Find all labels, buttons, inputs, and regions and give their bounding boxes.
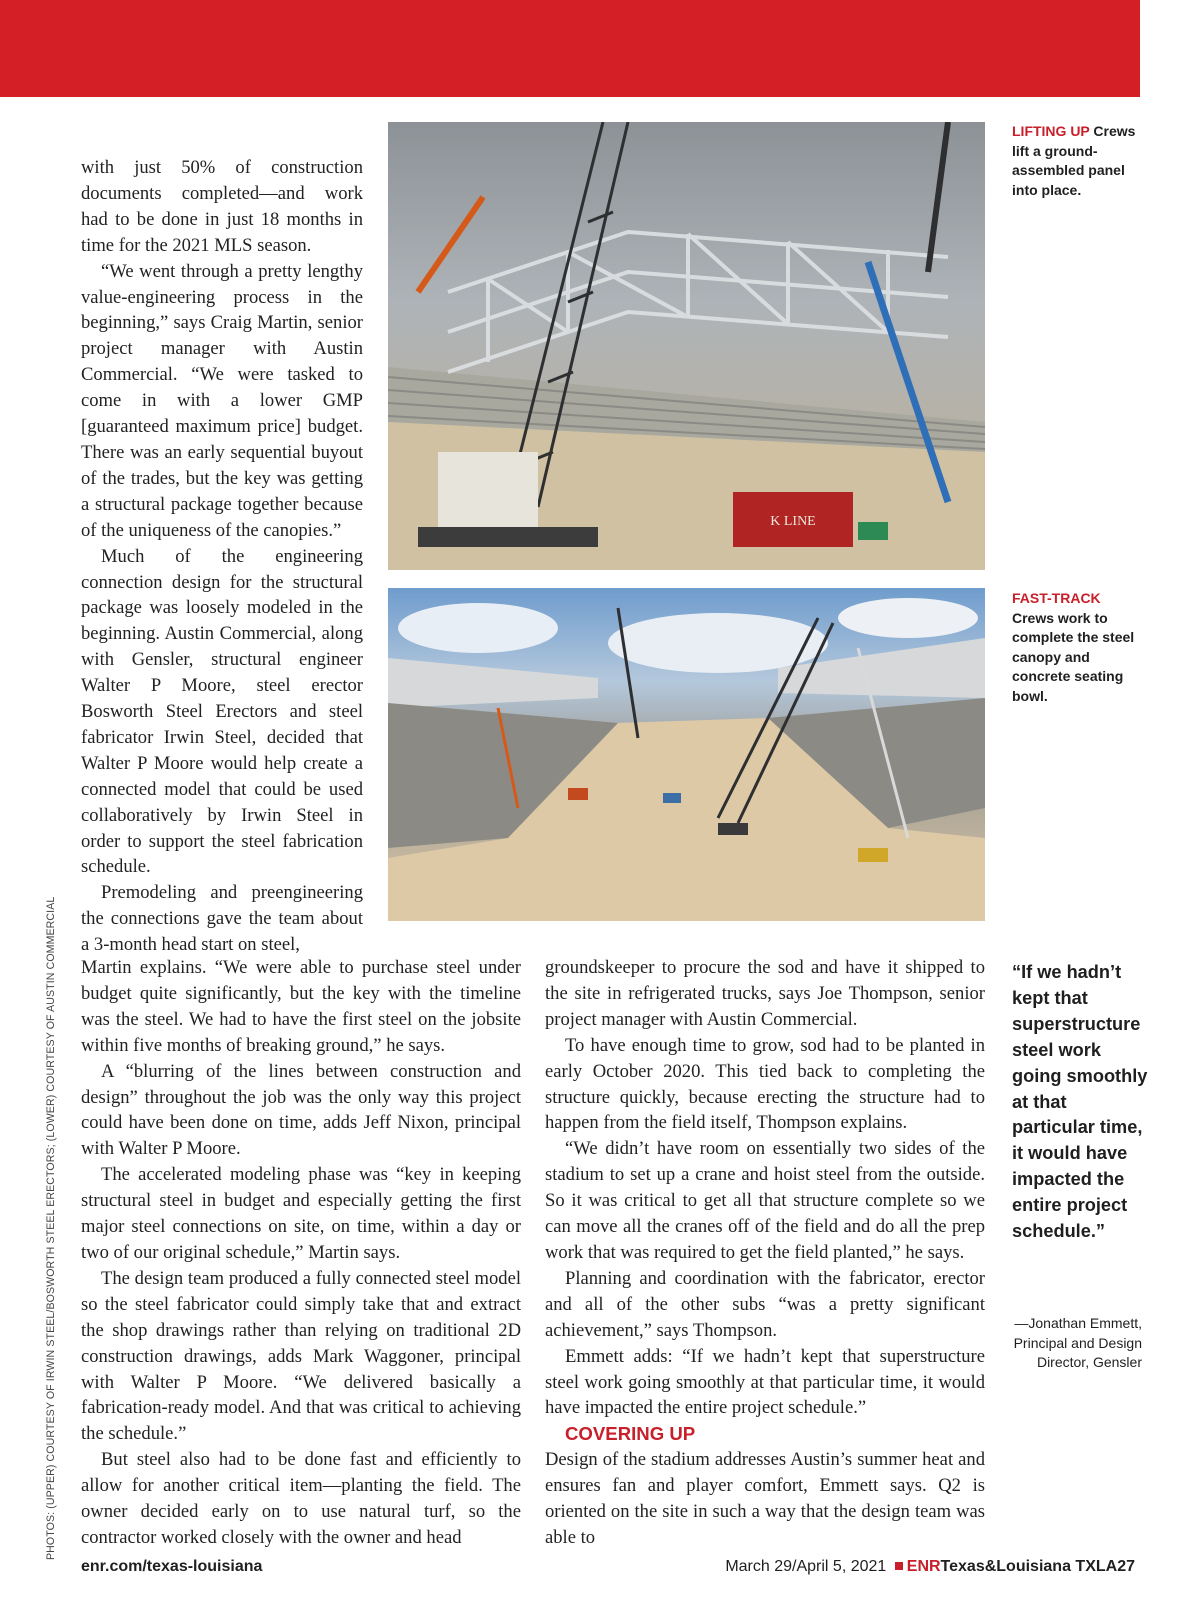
top-red-bar — [0, 0, 1140, 97]
pull-quote-attribution — [1012, 1314, 1142, 1373]
paragraph: The accelerated modeling phase was “key in keeping structural steel in budget and especially getting the first major steel connections on site, on time, within a day or two of our original schedule,” Martin says. — [81, 1164, 521, 1263]
caption-text: Crews work to complete the steel canopy and concrete seating bowl. — [1012, 609, 1135, 704]
enr-logo-text: ENR — [906, 1558, 941, 1575]
article-column-1-bottom — [81, 955, 521, 1551]
attribution-name: —Jonathan Emmett, — [1014, 1315, 1142, 1331]
paragraph: Much of the engineering connection design for the structural package was loosely modeled in the beginning. Austin Commercial, along with Gensler, structural engineer Walter P Moore, steel erector Bosworth Steel Erectors and steel fabricator Irwin Steel, decided that Walter P Moore would help create a connected model that could be used collaboratively by Irwin Steel in order to support the steel fabrication schedule. — [81, 545, 363, 878]
paragraph: groundskeeper to procure the sod and have it shipped to the site in refrigerated trucks, says Joe Thompson, senior project manager with Austin Commercial. — [545, 957, 985, 1030]
caption-bottom-photo — [1012, 589, 1152, 706]
paragraph: Emmett adds: “If we hadn’t kept that superstructure steel work going smoothly at that particular time, it would have impacted the entire project schedule.” — [545, 1345, 985, 1419]
footer-url[interactable]: enr.com/texas-louisiana — [81, 1558, 263, 1575]
square-bullet-icon — [895, 1562, 903, 1570]
issue-date: March 29/April 5, 2021 — [725, 1558, 887, 1575]
article-column-1-top — [81, 155, 363, 958]
paragraph: To have enough time to grow, sod had to be planted in early October 2020. This tied back to completing the structure quickly, because erecting the structure had to happen from the field itself, Thompson explains. — [545, 1034, 985, 1134]
photo-crane-illustration — [388, 122, 985, 570]
paragraph: “We went through a pretty lengthy value-engineering process in the beginning,” says Craig Martin, senior project manager with Austin Commercial. “We were tasked to come in with a lower GMP [guaranteed maximum price] budget. There was an early sequential buyout of the trades, but the key was getting a structural package together because of the uniqueness of the canopies.” — [81, 260, 363, 541]
attribution-title: Principal and Design Director, Gensler — [1013, 1334, 1142, 1370]
region-label: Texas&Louisiana — [940, 1558, 1071, 1575]
article-column-2 — [545, 955, 985, 1551]
paragraph: Planning and coordination with the fabricator, erector and all of the other subs “was a pretty significant achievement,” says Thompson. — [545, 1267, 985, 1341]
caption-kicker: FAST-TRACK — [1012, 590, 1101, 606]
container-label: K LINE — [770, 514, 816, 529]
paragraph: Premodeling and preengineering the connections gave the team about a 3-month head start on steel, — [81, 882, 363, 956]
paragraph: Martin explains. “We were able to purchase steel under budget quite significantly, but the key with the timeline was the steel. We had to have the first steel on the jobsite within five months of breaking ground,” he says. — [81, 957, 521, 1056]
paragraph: Design of the stadium addresses Austin’s summer heat and ensures fan and player comfort, Emmett says. Q2 is oriented on the site in such a way that the design team was able to — [545, 1449, 985, 1548]
paragraph: with just 50% of construction documents completed—and work had to be done in just 18 months in time for the 2021 MLS season. — [81, 157, 363, 256]
paragraph: But steel also had to be done fast and efficiently to allow for another critical item—planting the field. The owner decided early on to use natural turf, so the contractor worked closely with the owner and head — [81, 1449, 521, 1548]
footer-folio — [695, 1558, 1135, 1576]
paragraph: “We didn’t have room on essentially two sides of the stadium to set up a crane and hoist steel from the outside. So it was critical to get all that structure complete so we can move all the cranes off of the field and do all the prep work that was required to get the field planted,” he says. — [545, 1138, 985, 1263]
paragraph: A “blurring of the lines between construction and design” throughout the job was the only way this project could have been done on time, adds Jeff Nixon, principal with Walter P Moore. — [81, 1060, 521, 1160]
paragraph: The design team produced a fully connected steel model so the steel fabricator could simply take that and extract the shop drawings rather than relying on traditional 2D construction drawings, adds Mark Waggoner, principal with Walter P Moore. “We delivered basically a fabrication-ready model. And that was critical to achieving the schedule.” — [81, 1267, 521, 1445]
pull-quote: “If we hadn’t kept that superstructure steel work going smoothly at that particular time, it would have impacted the entire project schedule.” — [1012, 962, 1148, 1242]
caption-top-photo — [1012, 122, 1152, 200]
photo-credit: PHOTOS: (UPPER) COURTESY OF IRWIN STEEL/BOSWORTH STEEL ERECTORS; (LOWER) COURTESY OF AUSTIN COMMERCIAL — [45, 896, 57, 1560]
caption-kicker: LIFTING UP — [1012, 123, 1090, 139]
page-number: TXLA27 — [1075, 1558, 1135, 1575]
caption-text: Crews lift a ground-assembled panel into place. — [1012, 123, 1136, 198]
section-subhead: COVERING UP — [565, 1423, 696, 1445]
photo-crane-lifting-panel — [388, 122, 985, 570]
photo-stadium-aerial — [388, 588, 985, 921]
photo-stadium-illustration — [388, 588, 985, 921]
